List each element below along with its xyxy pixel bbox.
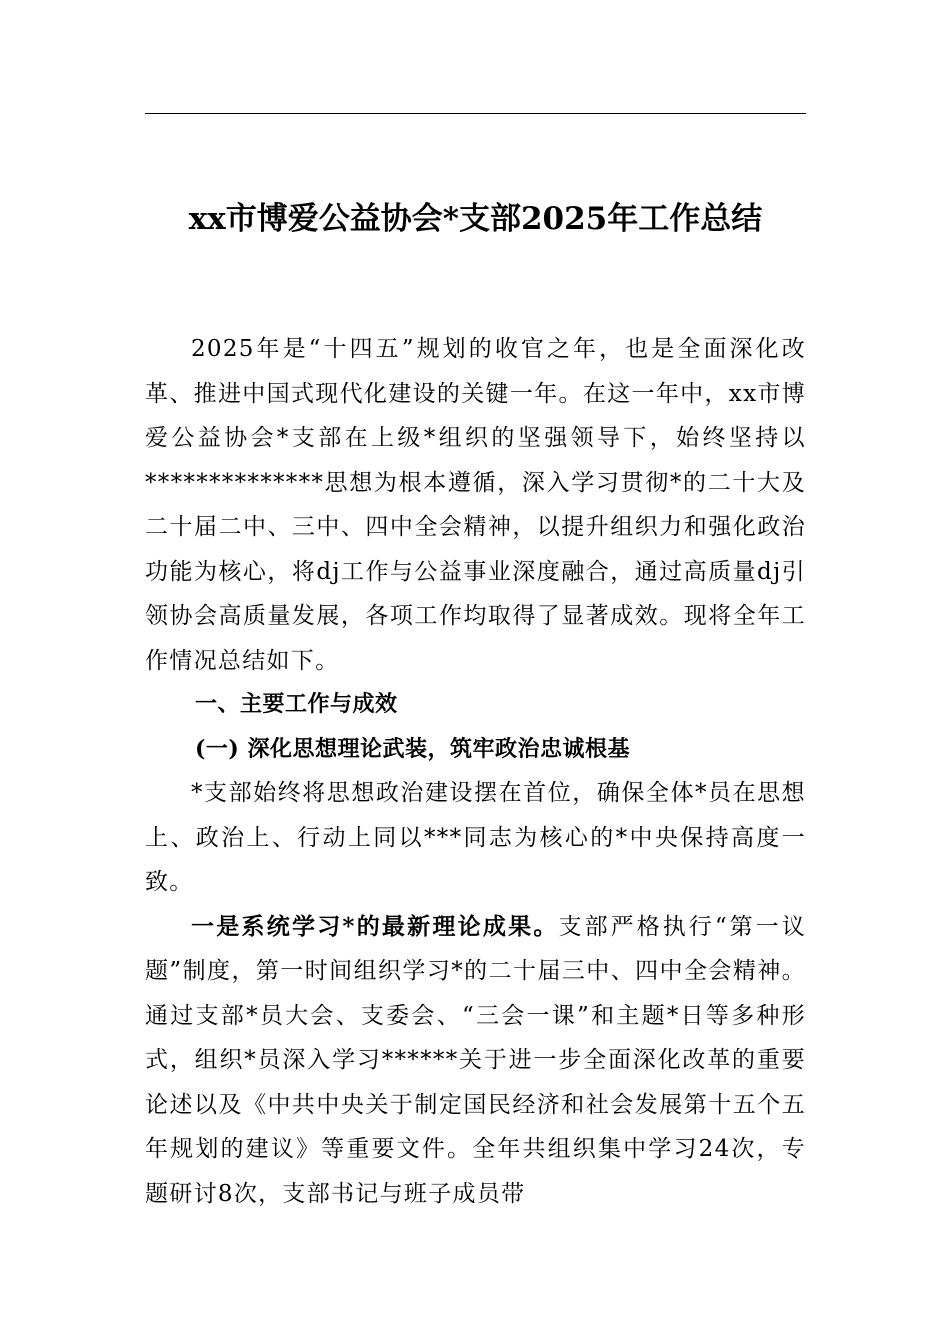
item-lead: 一是系统学习*的最新理论成果。 bbox=[191, 912, 559, 940]
document-title: xx市博爱公益协会*支部2025年工作总结 bbox=[188, 201, 763, 237]
item-text: 支部严格执行“第一议题”制度，第一时间组织学习*的二十届三中、四中全会精神。通过支部*员大会、支委会、“三会一课”和主题*日等多种形式，组织*员深入学习******关于进一步全面深化改革的重要论述以及《中共中央关于制定国民经济和社会发展第十五个五年规划的建议》等重要文件。全年共组织集中学习24次，专题研讨8次，支部书记与班子成员带 bbox=[145, 913, 806, 1207]
header-rule bbox=[145, 113, 806, 114]
item-paragraph bbox=[145, 905, 806, 1217]
subsection-paragraph: *支部始终将思想政治建设摆在首位，确保全体*员在思想上、政治上、行动上同以***同志为核心的*中央保持高度一致。 bbox=[145, 780, 806, 895]
document-body bbox=[145, 327, 806, 1216]
subsection-heading: (一) 深化思想理论武装，筑牢政治忠诚根基 bbox=[195, 736, 630, 762]
section-heading: 一、主要工作与成效 bbox=[195, 692, 398, 717]
intro-paragraph: 2025年是“十四五”规划的收官之年，也是全面深化改革、推进中国式现代化建设的关键一年。在这一年中，xx市博爱公益协会*支部在上级*组织的坚强领导下，始终坚持以**************思想为根本遵循，深入学习贯彻*的二十大及二十届二中、三中、四中全会精神，以提升组织力和强化政治功能为核心，将dj工作与公益事业深度融合，通过高质量dj引领协会高质量发展，各项工作均取得了显著成效。现将全年工作情况总结如下。 bbox=[145, 336, 806, 674]
